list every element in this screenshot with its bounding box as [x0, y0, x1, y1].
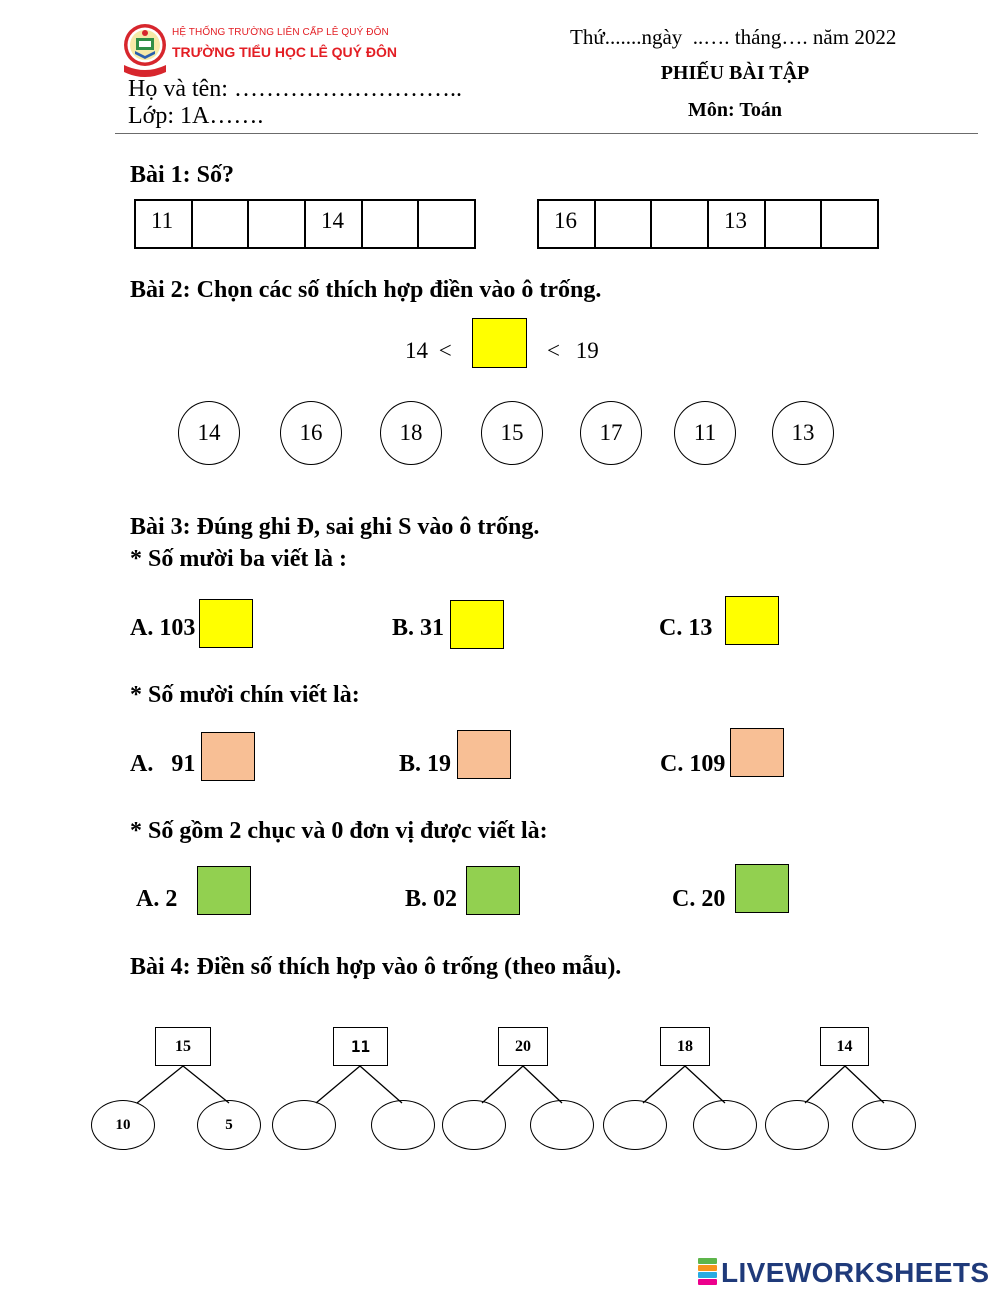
true-false-answer-box[interactable]: [730, 728, 784, 777]
sequence-cell-input[interactable]: [249, 201, 306, 247]
number-choice[interactable]: 14: [178, 401, 240, 465]
number-bond-whole: 18: [660, 1027, 710, 1066]
sequence-cell-given: 11: [136, 201, 193, 247]
option-label: A. 2: [136, 886, 178, 912]
number-bond-part-input[interactable]: [765, 1100, 829, 1150]
exercise-2-title: Bài 2: Chọn các số thích hợp điền vào ô trống.: [130, 277, 602, 303]
option-label: C. 109: [660, 751, 726, 777]
true-false-answer-box[interactable]: [450, 600, 504, 649]
liveworksheets-logo-text: LIVEWORKSHEETS: [721, 1257, 990, 1288]
tree-branch-line: [845, 1066, 884, 1103]
sequence-cell-input[interactable]: [363, 201, 420, 247]
tree-branch-line: [685, 1066, 725, 1103]
true-false-answer-box[interactable]: [201, 732, 255, 781]
number-bond-part: 10: [91, 1100, 155, 1150]
sequence-cell-input[interactable]: [652, 201, 709, 247]
worksheet-title: PHIẾU BÀI TẬP: [660, 62, 810, 84]
header-divider: [115, 133, 978, 134]
tree-branch-line: [482, 1066, 523, 1103]
number-bond-part-input[interactable]: [272, 1100, 336, 1150]
number-bond-part-input[interactable]: [530, 1100, 594, 1150]
option-label: A. 91: [130, 751, 196, 777]
sequence-cell-given: 14: [306, 201, 363, 247]
tree-branch-line: [643, 1066, 685, 1103]
number-choice[interactable]: 17: [580, 401, 642, 465]
sequence-cell-input[interactable]: [419, 201, 474, 247]
question-prompt: * Số mười chín viết là:: [130, 682, 360, 708]
question-prompt: * Số mười ba viết là :: [130, 546, 348, 572]
tree-branch-line: [137, 1066, 183, 1103]
number-bond-part-input[interactable]: [371, 1100, 435, 1150]
liveworksheets-logo-icon: [697, 1258, 718, 1285]
tree-branch-line: [183, 1066, 229, 1103]
sequence-cell-input[interactable]: [766, 201, 823, 247]
sequence-cell-given: 16: [539, 201, 596, 247]
number-bond-part-input[interactable]: [603, 1100, 667, 1150]
option-label: B. 02: [405, 886, 458, 912]
number-bond-whole: 15: [155, 1027, 211, 1066]
number-choice[interactable]: 13: [772, 401, 834, 465]
exercise-1-title: Bài 1: Số?: [130, 162, 235, 188]
sequence-cell-input[interactable]: [193, 201, 250, 247]
number-choice[interactable]: 15: [481, 401, 543, 465]
number-bond-part-input[interactable]: [693, 1100, 757, 1150]
question-prompt: * Số gồm 2 chục và 0 đơn vị được viết là:: [130, 818, 548, 844]
subject-label: Môn: Toán: [688, 99, 782, 121]
true-false-answer-box[interactable]: [457, 730, 511, 779]
student-name-line: Họ và tên: ………………………..: [128, 76, 462, 102]
number-bond-part: 5: [197, 1100, 261, 1150]
option-label: A. 103: [130, 615, 196, 641]
option-label: B. 19: [399, 751, 452, 777]
exercise-4-title: Bài 4: Điền số thích hợp vào ô trống (theo mẫu).: [130, 954, 622, 980]
school-logo-icon: [121, 21, 169, 79]
option-label: C. 13: [659, 615, 713, 641]
number-bond-branches: [0, 1060, 1000, 1110]
school-system-name: HỆ THỐNG TRƯỜNG LIÊN CẤP LÊ QUÝ ĐÔN: [172, 27, 389, 38]
tree-branch-line: [523, 1066, 562, 1103]
number-bond-whole: 11: [333, 1027, 388, 1066]
number-bond-part-input[interactable]: [852, 1100, 916, 1150]
number-bond-part-input[interactable]: [442, 1100, 506, 1150]
sequence-cell-input[interactable]: [596, 201, 653, 247]
tree-branch-line: [805, 1066, 845, 1103]
sequence-cell-given: 13: [709, 201, 766, 247]
inequality-right: < 19: [547, 338, 599, 363]
exercise-3-title: Bài 3: Đúng ghi Đ, sai ghi S vào ô trống.: [130, 514, 540, 540]
school-name: TRƯỜNG TIỂU HỌC LÊ QUÝ ĐÔN: [172, 44, 398, 60]
number-sequence-b: [537, 199, 879, 249]
number-choice[interactable]: 16: [280, 401, 342, 465]
sequence-cell-input[interactable]: [822, 201, 877, 247]
number-sequence-a: [134, 199, 476, 249]
tree-branch-line: [316, 1066, 360, 1103]
option-label: B. 31: [392, 615, 445, 641]
option-label: C. 20: [672, 886, 726, 912]
true-false-answer-box[interactable]: [197, 866, 251, 915]
true-false-answer-box[interactable]: [466, 866, 520, 915]
tree-branch-line: [360, 1066, 402, 1103]
number-bond-whole: 20: [498, 1027, 548, 1066]
true-false-answer-box[interactable]: [735, 864, 789, 913]
number-choice[interactable]: 11: [674, 401, 736, 465]
class-line: Lớp: 1A…….: [128, 103, 264, 129]
true-false-answer-box[interactable]: [725, 596, 779, 645]
inequality-left: 14 <: [405, 338, 452, 363]
number-bond-whole: 14: [820, 1027, 869, 1066]
true-false-answer-box[interactable]: [199, 599, 253, 648]
inequality-answer-box[interactable]: [472, 318, 527, 368]
number-choice[interactable]: 18: [380, 401, 442, 465]
date-line: Thứ.......ngày ..…. tháng…. năm 2022: [570, 25, 897, 49]
